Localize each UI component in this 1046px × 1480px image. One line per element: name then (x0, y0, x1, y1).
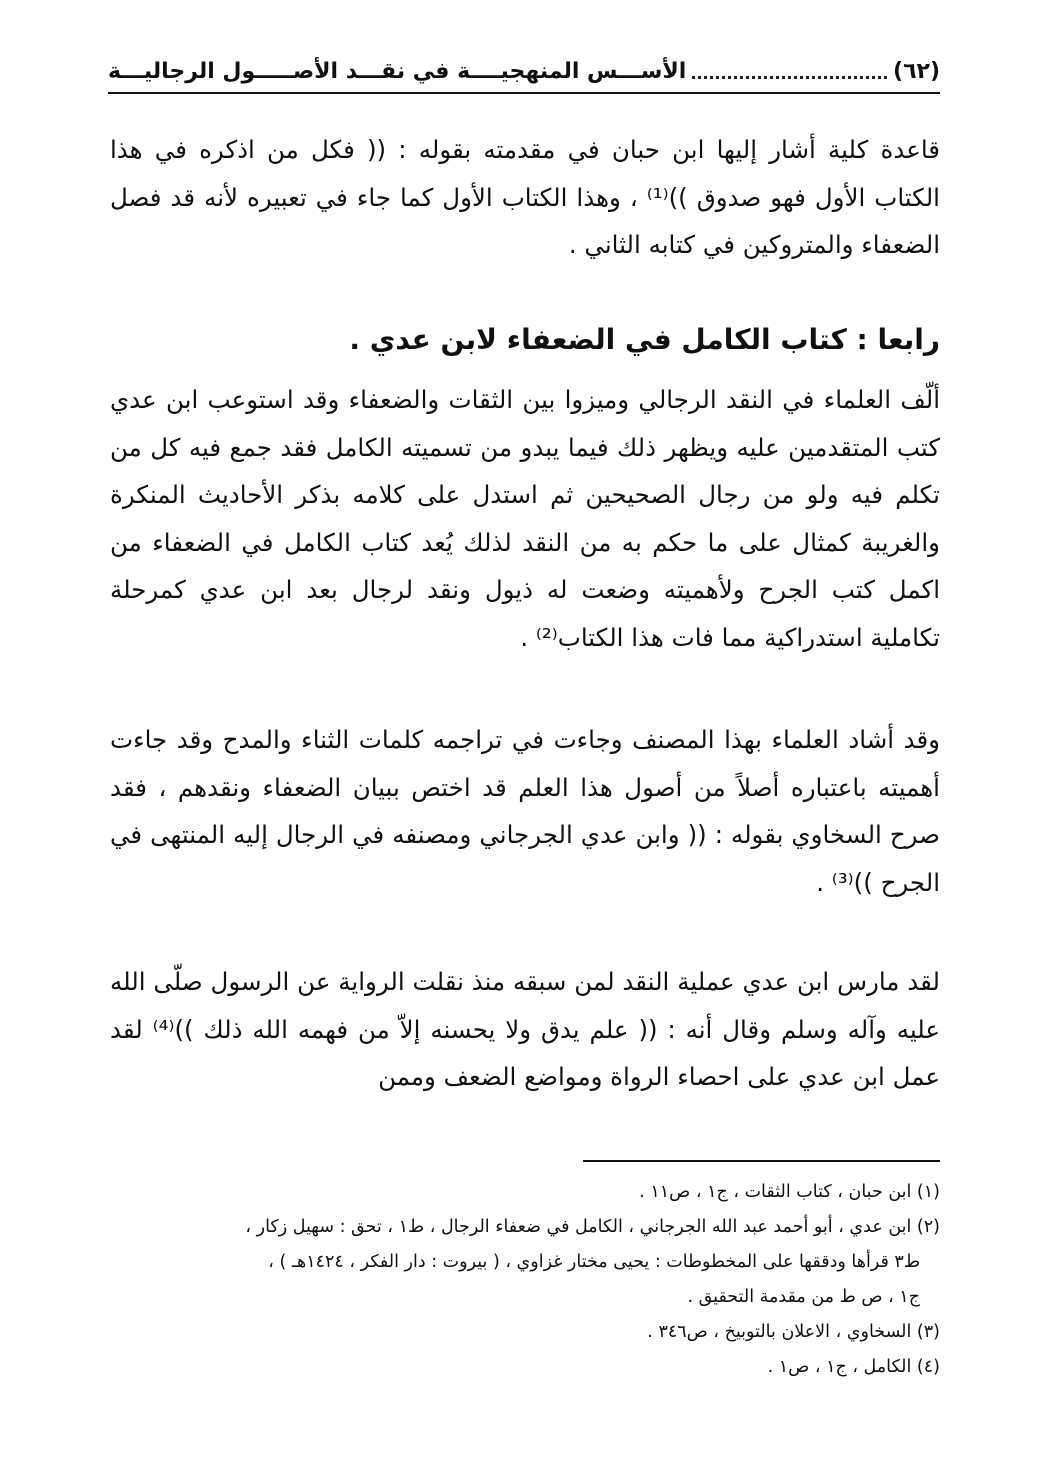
page-number: (٦٢) (893, 58, 940, 84)
footnote-2-continued: ط٣ قرأها ودققها على المخطوطات : يحيى مختار غزاوي ، ( بيروت : دار الفكر ، ١٤٢٤هـ ) ، (268, 1252, 920, 1272)
header-rule (108, 92, 940, 94)
footnote-4: (٤) الكامل ، ج١ ، ص١ . (767, 1357, 940, 1377)
header-title: الأســـس المنهجيــــة في نقـــد الأصـــــول الرجاليـــة (108, 58, 687, 84)
footnote-rule (583, 1160, 940, 1162)
paragraph-body-1: ألّف العلماء في النقد الرجالي وميزوا بين الثقات والضعفاء وقد استوعب ابن عدي كتب المتقدمين عليه ويظهر ذلك فيما يبدو من تسميته الكامل فقد جمع فيه كل من تكلم فيه ولو من رجال الصحيحين ثم استدل على كلامه بذكر الأحاديث المنكرة والغريبة كمثال على ما حكم به من النقد لذلك يُعد كتاب الكامل في الضعفاء من اكمل كتب الجرح ولأهميته وضعت له ذيول ونقد لرجال بعد ابن عدي كمرحلة تكاملية استدراكية مما فات هذا الكتاب⁽²⁾ . (110, 385, 940, 652)
paragraph-body-2: وقد أشاد العلماء بهذا المصنف وجاءت في تراجمه كلمات الثناء والمدح وقد جاءت أهميته باعتباره أصلاً من أصول هذا العلم قد اختص ببيان الضعفاء ونقدهم ، فقد صرح السخاوي بقوله : (( وابن عدي الجرجاني ومصنفه في الرجال إليه المنتهى في الجرح ))⁽³⁾ . (110, 725, 940, 897)
footnote-1: (١) ابن حبان ، كتاب الثقات ، ج١ ، ص١١ . (639, 1182, 940, 1202)
footnotes-list (108, 1176, 940, 1386)
footnote-3: (٣) السخاوي ، الاعلان بالتوبيخ ، ص٣٤٦ . (647, 1322, 940, 1342)
paragraph-body-3: لقد مارس ابن عدي عملية النقد لمن سبقه منذ نقلت الرواية عن الرسول صلّى الله عليه وآله وسلم وقال أنه : (( علم يدق ولا يحسنه إلاّ من فهمه الله ذلك ))⁽⁴⁾ لقد عمل ابن عدي على احصاء الرواة ومواضع الضعف وممن (110, 967, 940, 1091)
footnote-2-continued-2: ج١ ، ص ط من مقدمة التحقيق . (687, 1287, 920, 1307)
section-heading: رابعا : كتاب الكامل في الضعفاء لابن عدي . (349, 323, 940, 356)
footnote-2: (٢) ابن عدي ، أبو أحمد عبد الله الجرجاني ، الكامل في ضعفاء الرجال ، ط١ ، تحق : سهيل زكار ، (245, 1217, 940, 1237)
paragraph-intro: قاعدة كلية أشار إليها ابن حبان في مقدمته بقوله : (( فكل من اذكره في هذا الكتاب الأول فهو صدوق ))⁽¹⁾ ، وهذا الكتاب الأول كما جاء في تعبيره لأنه قد فصل الضعفاء والمتروكين في كتابه الثاني . (110, 135, 940, 259)
running-header (108, 52, 940, 90)
header-dot-leader (692, 64, 887, 79)
